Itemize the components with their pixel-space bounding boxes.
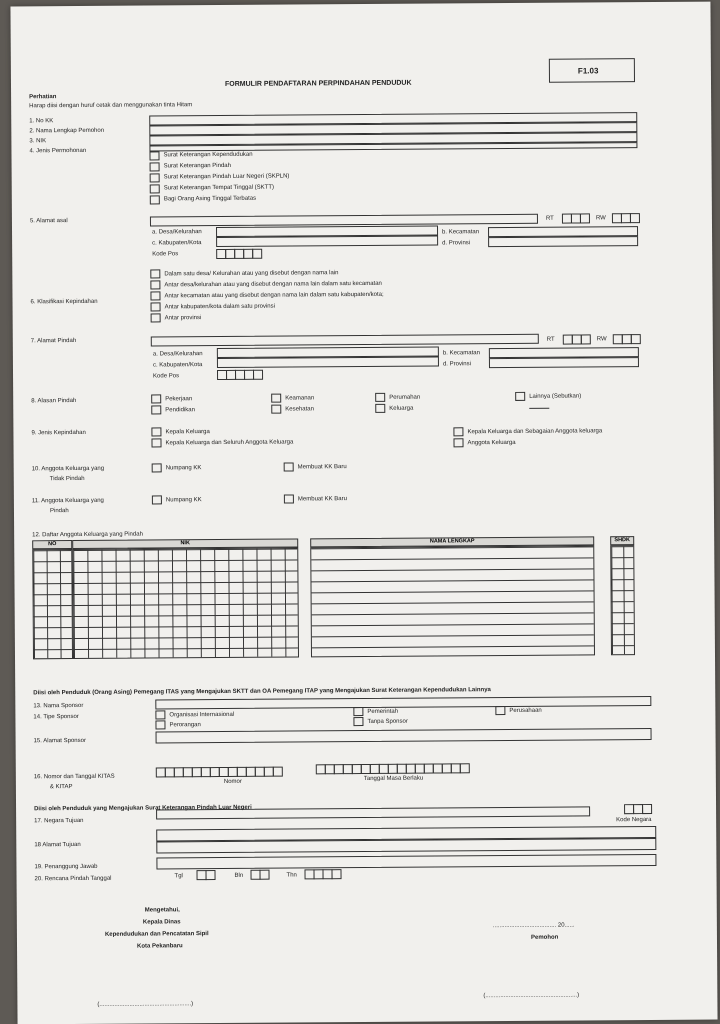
kodepos-pindah-cells[interactable] (217, 370, 263, 380)
label-tipe-sponsor: 14. Tipe Sponsor (33, 713, 79, 721)
label-no-kk: 1. No KK (29, 118, 54, 125)
label-desa-asal: a. Desa/Kelurahan (152, 229, 202, 236)
option-pekerjaan: Pekerjaan (165, 396, 193, 403)
alamat-sponsor-input[interactable] (156, 728, 652, 743)
option-skp: Surat Keterangan Pindah (163, 162, 231, 170)
header-shdk: SHDK (610, 536, 634, 545)
form-title: FORMULIR PENDAFTARAN PERPINDAHAN PENDUDUK (224, 79, 412, 88)
checkbox-numpang-11[interactable] (152, 495, 162, 504)
checkbox-klas-5[interactable] (151, 313, 161, 322)
option-kesehatan: Kesehatan (285, 406, 314, 413)
option-klas-2: Antar desa/kelurahan atau yang disebut dengan nama lain dalam satu kecamatan (164, 280, 382, 289)
option-keamanan: Keamanan (285, 395, 315, 402)
label-jenis-kepindahan: 9. Jenis Kepindahan (31, 429, 86, 437)
sign-pemohon: Pemohon (530, 934, 559, 941)
label-alasan: 8. Alasan Pindah (31, 398, 77, 405)
label-desa-pindah: a. Desa/Kelurahan (152, 351, 203, 358)
option-organisasi: Organisasi Internasional (169, 711, 235, 719)
sign-kepala-dinas: Kepala Dinas (142, 919, 181, 926)
label-kitas-2: & KITAP (49, 784, 73, 791)
option-perumahan: Perumahan (389, 394, 421, 401)
kitas-tanggal-cells[interactable] (316, 763, 470, 774)
label-tidak-pindah-1: 10. Anggota Keluarga yang (31, 465, 105, 473)
kitas-nomor-cells[interactable] (156, 767, 283, 778)
header-nama: NAMA LENGKAP (310, 536, 594, 547)
bln-cells[interactable] (250, 870, 269, 880)
form-code: F1.03 (577, 66, 599, 76)
checkbox-kk-seluruh[interactable] (151, 438, 161, 447)
thn-cells[interactable] (304, 869, 341, 879)
option-keluarga: Keluarga (389, 405, 414, 412)
label-penanggung-jawab: 19. Penanggung Jawab (34, 863, 98, 871)
nama-sponsor-input[interactable] (155, 696, 651, 709)
label-nik: 3. NIK (29, 138, 47, 145)
option-anggota: Anggota Keluarga (467, 439, 516, 447)
rw-asal-cells[interactable] (612, 213, 640, 223)
perhatian-label: Perhatian (29, 94, 57, 101)
alamat-asal-input[interactable] (150, 214, 538, 227)
checkbox-skpln[interactable] (150, 173, 160, 182)
sign-kota: Kota Pekanbaru (137, 943, 183, 950)
option-perusahaan: Perusahaan (509, 707, 542, 714)
option-skpln: Surat Keterangan Pindah Luar Negeri (SKPLN) (163, 173, 290, 181)
label-tidak-pindah-2: Tidak Pindah (49, 475, 85, 483)
penanggung-jawab-input[interactable] (156, 854, 656, 869)
negara-tujuan-input[interactable] (156, 806, 590, 819)
sign-left-line: (.......................................................) (97, 1001, 194, 1008)
kabupaten-asal-input[interactable] (216, 235, 438, 247)
label-kecamatan-pindah: b. Kecamatan (442, 350, 480, 357)
label-alamat-sponsor: 15. Alamat Sponsor (33, 737, 86, 745)
checkbox-keamanan[interactable] (271, 394, 281, 403)
label-kodepos-pindah: Kode Pos (153, 373, 180, 380)
option-tanpa-sponsor: Tanpa Sponsor (367, 718, 408, 725)
instruction-text: Harap diisi dengan huruf cetak dan menggunakan tinta Hitam (29, 102, 193, 110)
option-kk: Kepala Keluarga (165, 429, 210, 436)
alamat-pindah-input[interactable] (151, 334, 539, 347)
kodepos-asal-cells[interactable] (216, 249, 262, 259)
checkbox-perumahan[interactable] (375, 393, 385, 402)
label-daftar-anggota: 12. Daftar Anggota Keluarga yang Pindah (32, 531, 143, 539)
checkbox-kk-sebagian[interactable] (453, 427, 463, 436)
checkbox-pendidikan[interactable] (151, 405, 161, 414)
label-negara-tujuan: 17. Negara Tujuan (34, 817, 84, 825)
label-alamat-asal: 5. Alamat asal (29, 218, 68, 225)
checkbox-kk[interactable] (151, 427, 161, 436)
option-pemerintah: Pemerintah (367, 708, 399, 715)
option-kk-sebagian: Kepala Keluarga dan Sebagaian Anggota keluarga (467, 428, 603, 436)
label-pindah-2: Pindah (49, 508, 69, 515)
sign-date-line: ...................................... 20...... (492, 922, 575, 930)
checkbox-tanpa-sponsor[interactable] (353, 717, 363, 726)
checkbox-perorangan[interactable] (155, 720, 165, 729)
tgl-cells[interactable] (196, 870, 215, 880)
checkbox-klas-3[interactable] (150, 291, 160, 300)
checkbox-klas-1[interactable] (150, 269, 160, 278)
checkbox-baru-11[interactable] (284, 494, 294, 503)
checkbox-skp[interactable] (150, 162, 160, 171)
option-klas-1: Dalam satu desa/ Kelurahan atau yang disebut dengan nama lain (164, 270, 339, 278)
checkbox-anggota[interactable] (453, 438, 463, 447)
thn-label: Thn (286, 872, 297, 879)
checkbox-lainnya[interactable] (515, 392, 525, 401)
table-shdk-column[interactable] (610, 545, 635, 655)
label-rencana-pindah: 20. Rencana Pindah Tanggal (34, 875, 112, 883)
table-nama-column[interactable] (310, 545, 595, 657)
kabupaten-pindah-input[interactable] (217, 356, 439, 368)
option-kk-seluruh: Kepala Keluarga dan Seluruh Anggota Keluarga (165, 439, 294, 447)
kitas-nomor-label: Nomor (223, 778, 242, 785)
label-kecamatan-asal: b. Kecamatan (442, 229, 480, 236)
table-no-column[interactable] (32, 549, 73, 659)
option-baru-11: Membuat KK Baru (297, 496, 347, 503)
checkbox-kesehatan[interactable] (271, 405, 281, 414)
tgl-label: Tgl (174, 873, 183, 880)
rt-asal-cells[interactable] (562, 213, 590, 223)
sign-right-line: (.......................................................) (483, 992, 580, 1000)
checkbox-keluarga[interactable] (375, 404, 385, 413)
option-klas-4: Antar kabupaten/kota dalam satu provinsi (164, 303, 275, 311)
label-kabupaten-pindah: c. Kabupaten/Kota (152, 362, 203, 369)
label-jenis-permohonan: 4. Jenis Permohonan (29, 147, 87, 155)
option-klas-5: Antar provinsi (164, 315, 202, 322)
checkbox-sktt[interactable] (150, 184, 160, 193)
rt-pindah-label: RT (546, 336, 555, 343)
label-pindah-1: 11. Anggota Keluarga yang (31, 497, 104, 505)
checkbox-pekerjaan[interactable] (151, 394, 161, 403)
option-perorangan: Perorangan (169, 722, 201, 729)
checkbox-skk[interactable] (149, 151, 159, 160)
option-numpang-10: Numpang KK (165, 465, 202, 472)
option-baru-10: Membuat KK Baru (297, 464, 347, 471)
option-lainnya: Lainnya (Sebutkan) (529, 393, 582, 400)
form-paper (10, 2, 717, 1024)
kode-negara-cells[interactable] (624, 804, 652, 814)
header-no: NO (32, 540, 72, 549)
label-nama-pemohon: 2. Nama Lengkap Pemohon (29, 127, 105, 135)
section-luar-negeri: Diisi oleh Penduduk yang Mengajukan Surat Keterangan Pindah Luar Negeri (34, 804, 252, 813)
form-code-box (549, 58, 635, 83)
option-sktt: Surat Keterangan Tempat Tinggal (SKTT) (163, 184, 275, 192)
option-numpang-11: Numpang KK (165, 497, 202, 504)
checkbox-organisasi[interactable] (155, 710, 165, 719)
lainnya-line (529, 408, 549, 409)
checkbox-orang-asing[interactable] (150, 195, 160, 204)
rt-label: RT (545, 215, 554, 222)
option-skk: Surat Keterangan Kependudukan (163, 151, 253, 159)
label-alamat-pindah: 7. Alamat Pindah (30, 338, 77, 345)
provinsi-asal-input[interactable] (488, 236, 638, 247)
checkbox-baru-10[interactable] (284, 462, 294, 471)
rw-pindah-label: RW (596, 336, 607, 343)
alamat-tujuan-input-2[interactable] (156, 838, 656, 853)
kode-negara-label: Kode Negara (616, 817, 652, 824)
label-provinsi-pindah: d. Provinsi (442, 361, 472, 368)
section-orang-asing: Diisi oleh Penduduk (Orang Asing) Pemegang ITAS yang Mengajukan SKTT dan OA Pemegang ITAP yang Mengajukan Surat Keterangan Kependudukan Lainnya (33, 687, 491, 697)
label-nama-sponsor: 13. Nama Sponsor (33, 702, 84, 710)
checkbox-numpang-10[interactable] (152, 463, 162, 472)
rt-pindah-cells[interactable] (563, 334, 591, 344)
label-provinsi-asal: d. Provinsi (442, 240, 471, 247)
option-klas-3: Antar kecamatan atau yang disebut dengan nama lain dalam satu kabupaten/kota; (164, 291, 384, 300)
option-pendidikan: Pendidikan (165, 407, 196, 414)
rw-label: RW (595, 215, 606, 222)
checkbox-klas-4[interactable] (151, 302, 161, 311)
bln-label: Bln (234, 872, 244, 879)
checkbox-perusahaan[interactable] (495, 706, 505, 715)
label-kodepos-asal: Kode Pos (152, 251, 179, 258)
header-nik: NIK (72, 538, 298, 549)
checkbox-pemerintah[interactable] (353, 707, 363, 716)
provinsi-pindah-input[interactable] (489, 357, 639, 368)
label-kabupaten-asal: c. Kabupaten/Kota (152, 240, 202, 247)
label-kitas-1: 16. Nomor dan Tanggal KITAS (33, 773, 115, 781)
label-alamat-tujuan: 18 Alamat Tujuan (34, 841, 81, 849)
label-klasifikasi: 6. Klasifikasi Kepindahan (30, 298, 98, 306)
sign-dinas-name: Kependudukan dan Pencatatan Sipil (104, 931, 209, 938)
rw-pindah-cells[interactable] (613, 334, 641, 344)
table-nik-column[interactable] (72, 547, 299, 659)
sign-mengetahui: Mengetahui, (144, 907, 180, 914)
option-orang-asing: Bagi Orang Asing Tinggal Terbatas (163, 195, 257, 203)
kitas-tanggal-label: Tanggal Masa Berlaku (363, 775, 424, 783)
checkbox-klas-2[interactable] (150, 280, 160, 289)
